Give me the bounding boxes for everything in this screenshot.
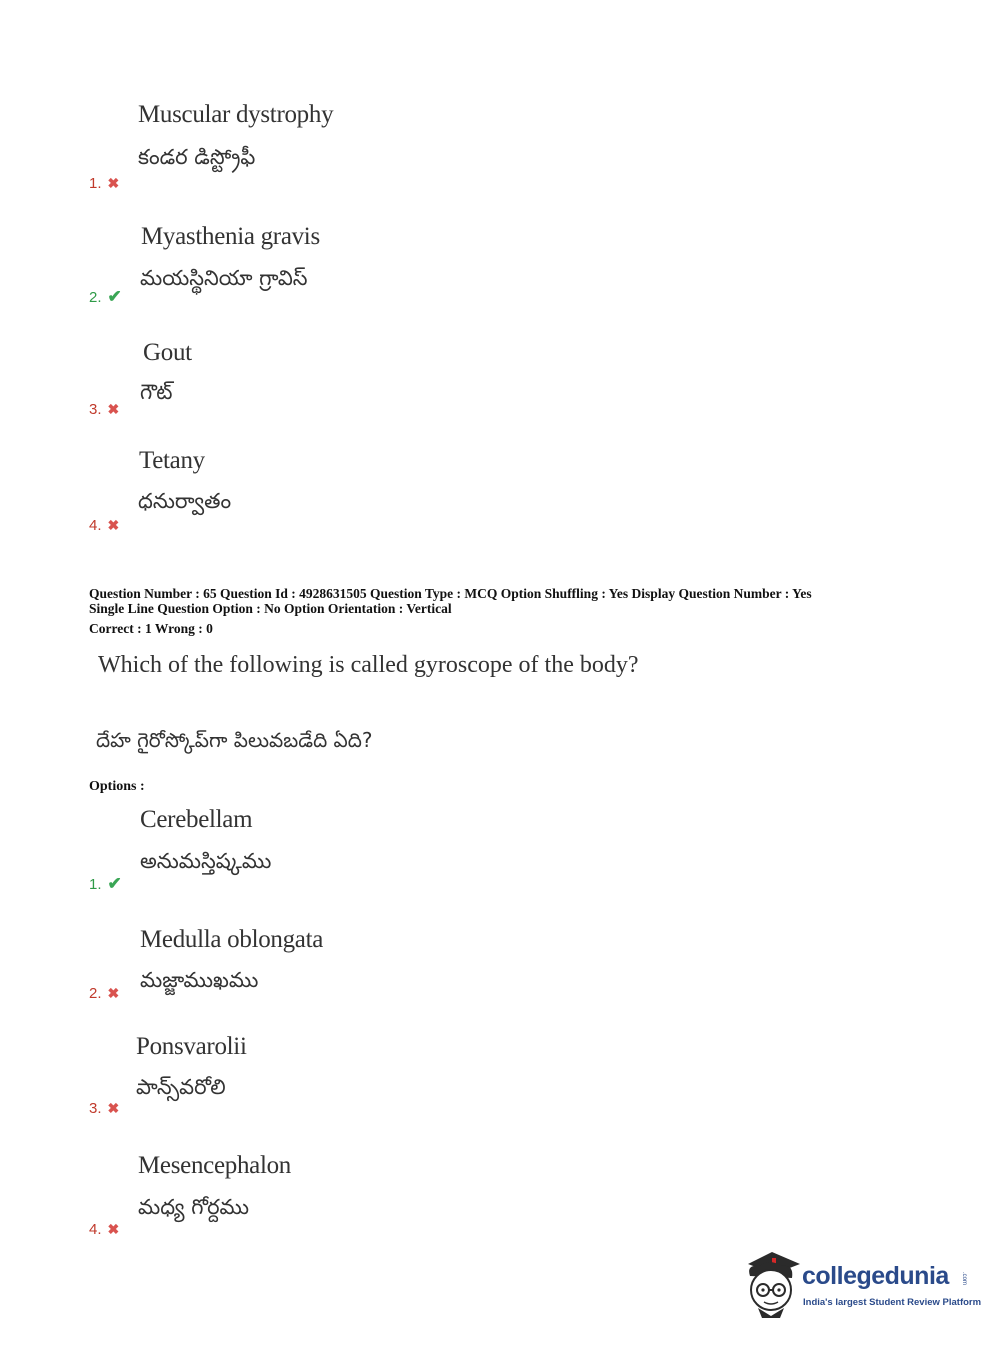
question-meta-line1: Question Number : 65 Question Id : 4928631505 Question Type : MCQ Option Shuffling : Yes Display Question Number : Yes (89, 586, 812, 601)
option-number (89, 517, 119, 534)
option-number (89, 874, 122, 894)
option-number (89, 985, 119, 1002)
option-number (89, 401, 119, 418)
option-text-te: అనుమస్తిష్కము (140, 849, 272, 873)
option-text-te: మధ్య గోర్దము (138, 1195, 250, 1219)
question-text-te: దేహ గైరోస్కోప్‌గా పిలువబడేది ఏది? (96, 728, 373, 752)
mascot-icon (742, 1250, 804, 1320)
option-number-label: 3. (89, 1100, 102, 1117)
logo-com: .com (961, 1272, 967, 1286)
cross-icon: ✖ (107, 1100, 120, 1116)
option-number-label: 2. (89, 289, 102, 306)
option-text-te: పాన్స్‌వరోలి (136, 1075, 226, 1099)
option-text-en: Cerebellam (140, 806, 253, 833)
option-text-en: Gout (143, 339, 192, 366)
option-number-label: 3. (89, 401, 102, 418)
option-number-label: 4. (89, 517, 102, 534)
option-number (89, 1221, 119, 1238)
cross-icon: ✖ (107, 1221, 120, 1237)
option-number-label: 1. (89, 876, 102, 893)
option-number-label: 1. (89, 175, 102, 192)
option-text-en: Mesencephalon (138, 1152, 291, 1179)
question-marks: Correct : 1 Wrong : 0 (89, 621, 213, 636)
check-icon: ✔ (107, 874, 122, 893)
option-text-en: Medulla oblongata (140, 926, 324, 953)
option-text-te: మజ్జాముఖము (140, 968, 259, 992)
option-text-te: మయస్థినియా గ్రావిస్ (140, 266, 308, 290)
option-text-en: Muscular dystrophy (138, 101, 334, 128)
options-label: Options : (89, 779, 145, 794)
option-number (89, 1100, 119, 1117)
cross-icon: ✖ (107, 517, 120, 533)
question-meta-line2: Single Line Question Option : No Option Orientation : Vertical (89, 601, 452, 616)
cross-icon: ✖ (107, 401, 120, 417)
cross-icon: ✖ (107, 175, 120, 191)
logo-wordmark: collegedunia (802, 1262, 949, 1290)
option-text-te: గౌట్ (140, 380, 173, 404)
question-text-en: Which of the following is called gyroscope of the body? (98, 652, 639, 678)
option-number-label: 2. (89, 985, 102, 1002)
option-text-en: Tetany (139, 447, 205, 474)
option-number (89, 175, 119, 192)
option-text-te: కండర డిస్ట్రోఫీ (138, 145, 256, 169)
collegedunia-logo (742, 1250, 982, 1320)
option-number (89, 287, 122, 307)
logo-tagline: India's largest Student Review Platform (803, 1297, 982, 1308)
option-text-en: Myasthenia gravis (141, 223, 320, 250)
option-text-en: Ponsvarolii (136, 1033, 247, 1060)
cross-icon: ✖ (107, 985, 120, 1001)
check-icon: ✔ (107, 287, 122, 306)
option-number-label: 4. (89, 1221, 102, 1238)
option-text-te: ధనుర్వాతం (138, 489, 232, 513)
